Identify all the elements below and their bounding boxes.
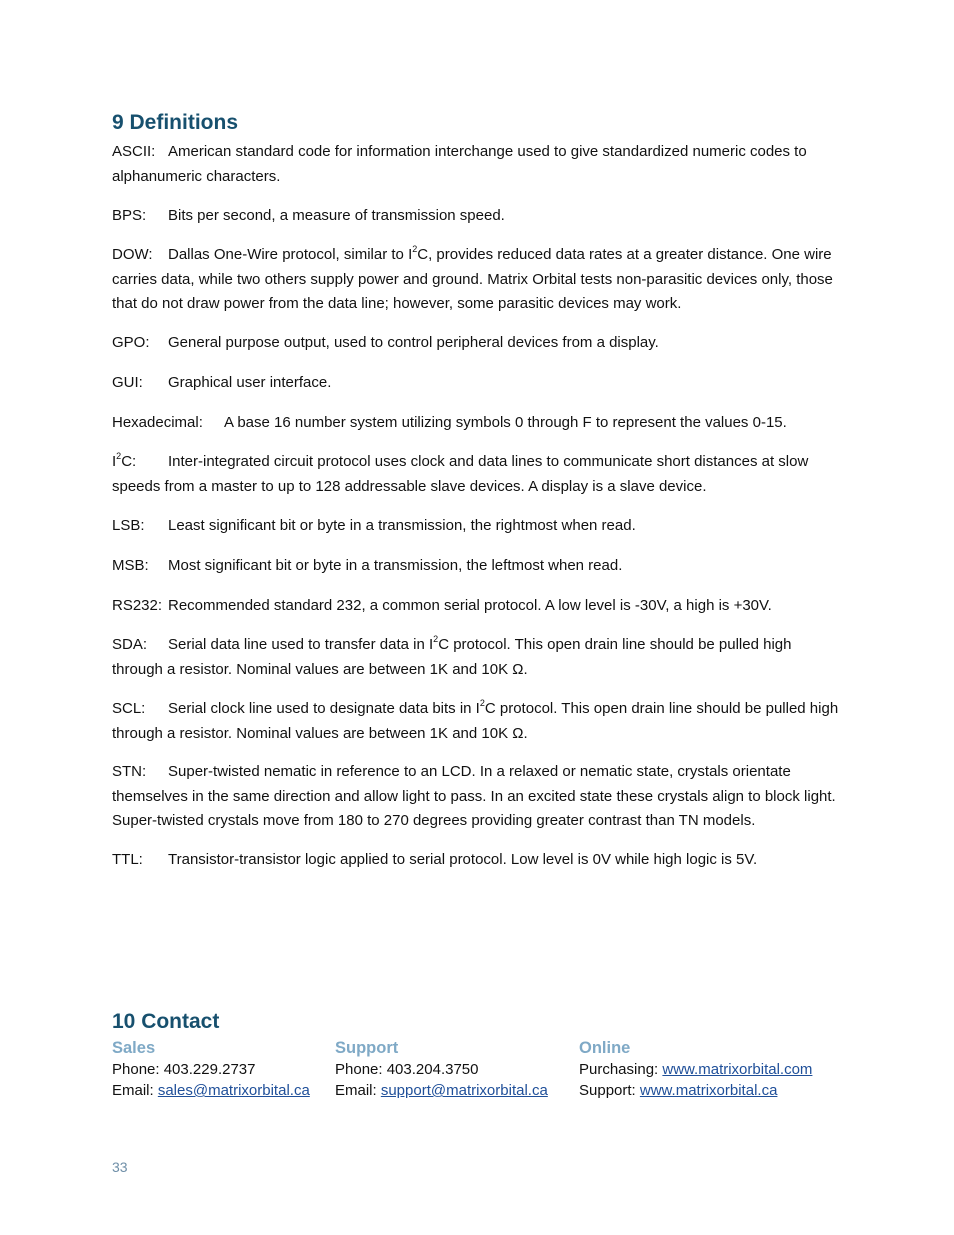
superscript-2: 2 <box>479 698 485 708</box>
text-scl-b: C protocol. This open drain line should be pulled high through a resistor. Nominal values are between 1K and 10K Ω. <box>112 700 839 742</box>
term-bps: BPS: <box>112 207 147 224</box>
text-sda-a: Serial data line used to transfer data in I <box>168 636 434 653</box>
definition-ttl <box>112 848 842 873</box>
sales-phone: 403.229.2737 <box>163 1061 256 1078</box>
term-ttl: TTL: <box>112 851 143 868</box>
text-ascii: American standard code for information interchange used to give standardized numeric codes to alphanumeric characters. <box>112 143 807 185</box>
term-msb: MSB: <box>112 557 149 574</box>
sales-phone-line <box>112 1059 310 1080</box>
definition-gpo <box>112 331 842 356</box>
text-dow-a: Dallas One-Wire protocol, similar to I <box>168 246 413 263</box>
contact-support <box>335 1038 548 1101</box>
contact-sales <box>112 1038 310 1101</box>
text-stn: Super-twisted nematic in reference to an LCD. In a relaxed or nematic state, crystals orientate themselves in the same direction and allow light to pass. In an excited state these crystals align to block light. Super-twisted crystals move from 180 to 270 degrees providing greater contrast than TN models. <box>112 763 836 829</box>
online-title: Online <box>579 1039 631 1057</box>
text-lsb: Least significant bit or byte in a transmission, the rightmost when read. <box>168 517 636 534</box>
superscript-2: 2 <box>412 244 418 254</box>
term-gpo: GPO: <box>112 334 150 351</box>
text-scl-a: Serial clock line used to designate data bits in I <box>168 700 480 717</box>
page-number: 33 <box>112 1159 128 1175</box>
text-i2c: Inter-integrated circuit protocol uses clock and data lines to communicate short distances at slow speeds from a master to up to 128 addressable slave devices. A display is a slave device. <box>112 453 809 495</box>
superscript-2: 2 <box>116 451 122 461</box>
term-lsb: LSB: <box>112 517 145 534</box>
support-website-link[interactable]: www.matrixorbital.ca <box>639 1082 778 1099</box>
definition-ascii <box>112 140 842 189</box>
term-gui: GUI: <box>112 374 143 391</box>
term-i2c-a: I <box>112 453 117 470</box>
text-gui: Graphical user interface. <box>168 374 332 391</box>
term-stn: STN: <box>112 763 147 780</box>
text-ttl: Transistor-transistor logic applied to serial protocol. Low level is 0V while high logic is 5V. <box>168 851 758 868</box>
definition-lsb <box>112 514 842 539</box>
sales-email-line <box>112 1080 310 1101</box>
phone-label: Phone: <box>335 1061 387 1078</box>
superscript-2: 2 <box>433 634 439 644</box>
text-gpo: General purpose output, used to control peripheral devices from a display. <box>168 334 659 351</box>
definition-dow <box>112 243 842 317</box>
term-sda: SDA: <box>112 636 148 653</box>
email-label: Email: <box>112 1082 158 1099</box>
text-bps: Bits per second, a measure of transmission speed. <box>168 207 505 224</box>
definition-i2c <box>112 450 842 499</box>
text-hexadecimal: A base 16 number system utilizing symbols 0 through F to represent the values 0-15. <box>224 414 787 431</box>
support-phone-line <box>335 1059 548 1080</box>
term-i2c <box>112 450 168 475</box>
online-purchasing-line <box>579 1059 812 1080</box>
definitions-heading: 9 Definitions <box>112 111 239 134</box>
contact-online <box>579 1038 812 1101</box>
phone-label: Phone: <box>112 1061 164 1078</box>
term-hexadecimal: Hexadecimal: <box>112 414 203 431</box>
term-dow: DOW: <box>112 246 153 263</box>
term-rs232: RS232: <box>112 597 163 614</box>
term-i2c-b: C: <box>121 453 137 470</box>
email-label: Email: <box>335 1082 381 1099</box>
purchasing-label: Purchasing: <box>579 1061 663 1078</box>
purchasing-website-link[interactable]: www.matrixorbital.com <box>662 1061 813 1078</box>
definition-bps <box>112 204 842 229</box>
text-sda-b: C protocol. This open drain line should be pulled high through a resistor. Nominal values are between 1K and 10K Ω. <box>112 636 792 678</box>
definition-hexadecimal <box>112 411 842 436</box>
definition-stn <box>112 760 842 834</box>
online-support-line <box>579 1080 812 1101</box>
text-dow-b: C, provides reduced data rates at a greater distance. One wire carries data, while two others supply power and ground. Matrix Orbital tests non-parasitic devices only, those that do not draw power from the data line; however, some parasitic devices may work. <box>112 246 833 312</box>
text-msb: Most significant bit or byte in a transmission, the leftmost when read. <box>168 557 623 574</box>
sales-title: Sales <box>112 1039 156 1057</box>
text-rs232: Recommended standard 232, a common serial protocol. A low level is -30V, a high is +30V. <box>168 597 772 614</box>
definition-scl <box>112 697 842 746</box>
definition-gui <box>112 371 842 396</box>
term-scl: SCL: <box>112 700 146 717</box>
term-ascii: ASCII: <box>112 143 156 160</box>
support-email-link[interactable]: support@matrixorbital.ca <box>380 1082 548 1099</box>
definition-msb <box>112 554 842 579</box>
sales-email-link[interactable]: sales@matrixorbital.ca <box>157 1082 310 1099</box>
definition-rs232 <box>112 594 842 619</box>
support-email-line <box>335 1080 548 1101</box>
support-label: Support: <box>579 1082 640 1099</box>
contact-heading: 10 Contact <box>112 1010 220 1033</box>
support-title: Support <box>335 1039 399 1057</box>
support-phone: 403.204.3750 <box>386 1061 479 1078</box>
definition-sda <box>112 633 842 682</box>
